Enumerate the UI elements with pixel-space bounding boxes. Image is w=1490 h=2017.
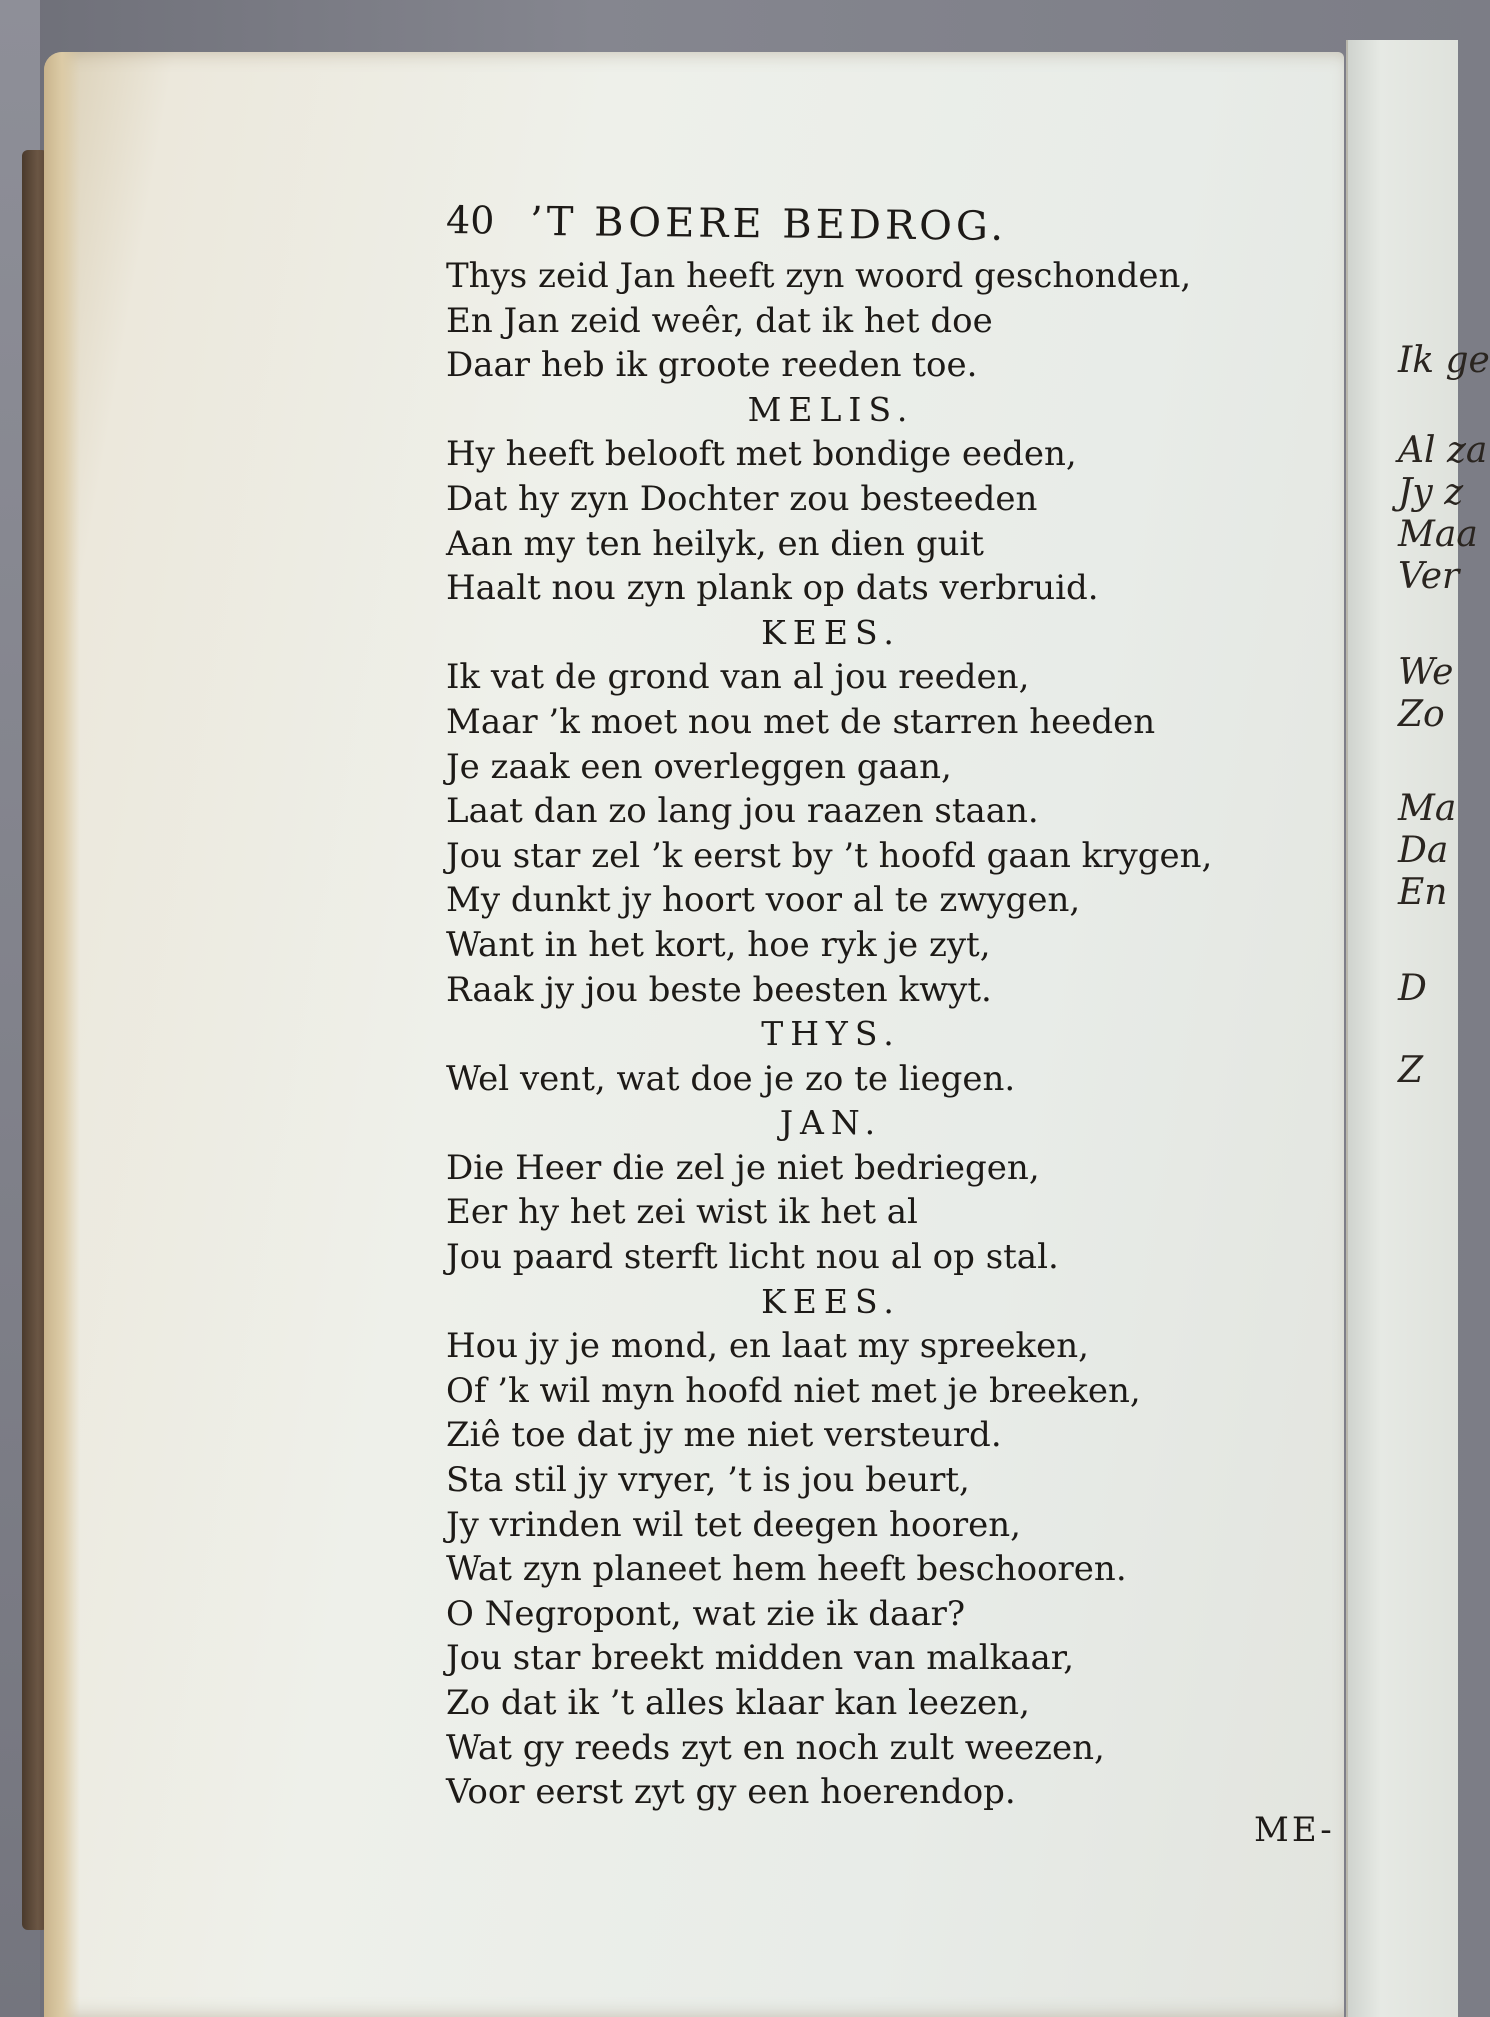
adjacent-page-fragment: En bbox=[1398, 872, 1448, 913]
verse-line: Voor eerst zyt gy een hoerendop. bbox=[446, 1772, 1016, 1813]
running-header bbox=[446, 198, 1327, 263]
verse-line: Ik vat de grond van al jou reeden, bbox=[446, 657, 1030, 698]
verse-line: Jou star zel ’k eerst by ’t hoofd gaan krygen, bbox=[446, 835, 1213, 876]
adjacent-page-fragment: D bbox=[1398, 968, 1427, 1009]
adjacent-page-fragment: Al za bbox=[1398, 430, 1488, 471]
verse-line: Haalt nou zyn plank op dats verbruid. bbox=[446, 568, 1099, 609]
verse-line: Want in het kort, hoe ryk je zyt, bbox=[446, 924, 991, 965]
adjacent-page-fragment: Ma bbox=[1398, 788, 1457, 829]
speaker-name: KEES. bbox=[761, 1281, 901, 1321]
verse-line: Aan my ten heilyk, en dien guit bbox=[446, 523, 984, 564]
speaker-name: THYS. bbox=[761, 1014, 901, 1054]
verse-line: Thys zeid Jan heeft zyn woord geschonden, bbox=[446, 256, 1192, 296]
verse-line: Zo dat ik ’t alles klaar kan leezen, bbox=[446, 1683, 1030, 1723]
verse-line: Maar ’k moet nou met de starren heeden bbox=[446, 701, 1156, 742]
page-edge-shadow bbox=[44, 52, 80, 2017]
verse-line: Hou jy je mond, en laat my spreeken, bbox=[446, 1326, 1089, 1367]
adjacent-page-fragment: Zo bbox=[1398, 694, 1445, 735]
page-number: 40 bbox=[445, 198, 495, 243]
verse-lines bbox=[446, 254, 1326, 1815]
adjacent-page-fragment: Ver bbox=[1398, 556, 1460, 597]
verse-line: My dunkt jy hoort voor al te zwygen, bbox=[446, 880, 1081, 921]
catchword: ME- bbox=[1254, 1810, 1335, 1850]
verse-line: Eer hy het zei wist ik het al bbox=[446, 1192, 918, 1233]
adjacent-page-fragment: Z bbox=[1398, 1050, 1424, 1091]
verse-line: Wat zyn planeet hem heeft beschooren. bbox=[446, 1549, 1127, 1590]
verse-line: Daar heb ik groote reeden toe. bbox=[446, 345, 978, 386]
verse-line: Wel vent, wat doe je zo te liegen. bbox=[446, 1058, 1016, 1099]
verse-line: En Jan zeid weêr, dat ik het doe bbox=[446, 300, 993, 341]
running-title: ’T BOERE BEDROG. bbox=[529, 198, 1008, 250]
verse-line: Ziê toe dat jy me niet versteurd. bbox=[446, 1415, 1002, 1456]
verse-line: Laat dan zo lang jou raazen staan. bbox=[446, 791, 1039, 832]
page-text bbox=[446, 198, 1326, 1815]
speaker-name: JAN. bbox=[779, 1103, 883, 1143]
verse-line: Dat hy zyn Dochter zou besteeden bbox=[446, 478, 1038, 519]
verse-line: Jy vrinden wil tet deegen hooren, bbox=[446, 1504, 1021, 1545]
adjacent-page-fragment: Jy z bbox=[1398, 472, 1464, 513]
verse-line: Je zaak een overleggen gaan, bbox=[446, 746, 952, 787]
verse-line: Hy heeft belooft met bondige eeden, bbox=[446, 434, 1077, 475]
adjacent-page-fragment: Maa bbox=[1398, 514, 1478, 555]
adjacent-page-fragment: Da bbox=[1398, 830, 1449, 871]
verse-line: Of ’k wil myn hoofd niet met je breeken, bbox=[446, 1370, 1141, 1411]
speaker-name: KEES. bbox=[761, 612, 901, 652]
verse-line: O Negropont, wat zie ik daar? bbox=[446, 1593, 966, 1634]
verse-line: Jou star breekt midden van malkaar, bbox=[446, 1638, 1075, 1679]
verse-line: Sta stil jy vryer, ’t is jou beurt, bbox=[446, 1460, 970, 1501]
adjacent-page-fragment: We bbox=[1398, 652, 1454, 693]
verse-line: Raak jy jou beste beesten kwyt. bbox=[446, 969, 992, 1010]
verse-line: Die Heer die zel je niet bedriegen, bbox=[446, 1147, 1040, 1188]
speaker-name: MELIS. bbox=[747, 389, 915, 429]
verse-line: Wat gy reeds zyt en noch zult weezen, bbox=[446, 1727, 1105, 1768]
adjacent-page bbox=[1346, 40, 1490, 2017]
verse-line: Jou paard sterft licht nou al op stal. bbox=[446, 1237, 1059, 1278]
adjacent-page-fragment: Ik ge bbox=[1398, 340, 1490, 381]
